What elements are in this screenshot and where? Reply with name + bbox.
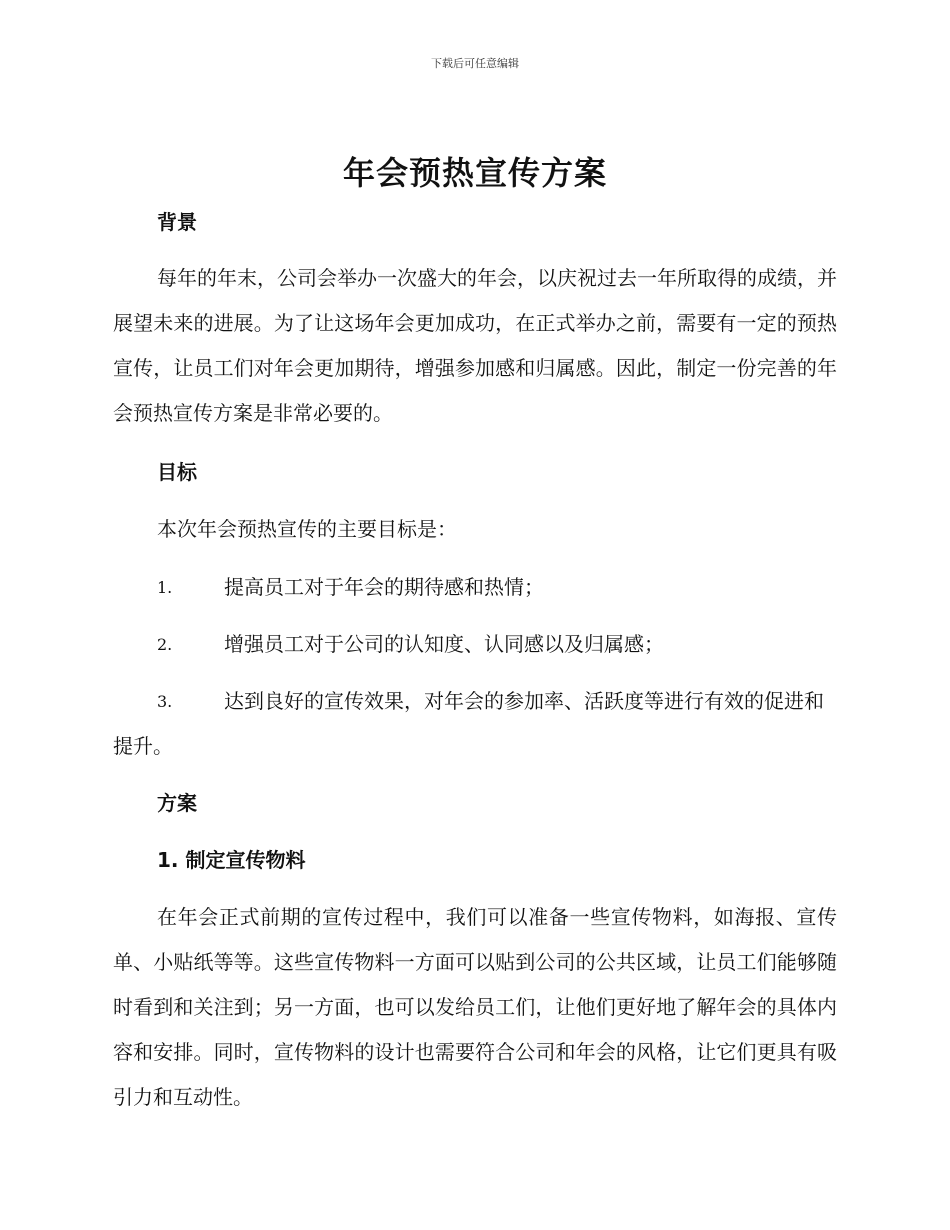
- goal-item: [113, 622, 837, 667]
- plan-paragraph: 在年会正式前期的宣传过程中，我们可以准备一些宣传物料，如海报、宣传单、小贴纸等等。这些宣传物料一方面可以贴到公司的公共区域，让员工们能够随时看到和关注到；另一方面，也可以发给员工们，让他们更好地了解年会的具体内容和安排。同时，宣传物料的设计也需要符合公司和年会的风格，让它们更具有吸引力和互动性。: [113, 905, 837, 1109]
- background-paragraph: 每年的年末，公司会举办一次盛大的年会，以庆祝过去一年所取得的成绩，并展望未来的进展。为了让这场年会更加成功，在正式举办之前，需要有一定的预热宣传，让员工们对年会更加期待，增强参加感和归属感。因此，制定一份完善的年会预热宣传方案是非常必要的。: [113, 266, 837, 425]
- goal-item-text: 增强员工对于公司的认知度、认同感以及归属感；: [224, 632, 664, 656]
- section-heading-goals: 目标: [157, 460, 197, 484]
- goal-item-number: 2.: [157, 635, 173, 654]
- goals-intro: 本次年会预热宣传的主要目标是：: [157, 517, 457, 541]
- header-note: 下载后可任意编辑: [431, 57, 519, 70]
- goal-item-text: 提高员工对于年会的期待感和热情；: [224, 575, 544, 599]
- goal-item-number: 1.: [157, 578, 173, 597]
- plan-subheading: 1. 制定宣传物料: [157, 848, 306, 872]
- goal-item: [113, 565, 837, 610]
- goal-item: [113, 679, 837, 769]
- goal-item-number: 3.: [157, 692, 173, 711]
- section-heading-plan: 方案: [157, 791, 197, 815]
- goal-item-text: 达到良好的宣传效果，对年会的参加率、活跃度等进行有效的促进和提升。: [113, 689, 824, 758]
- document-title: 年会预热宣传方案: [342, 154, 607, 192]
- section-heading-background: 背景: [157, 210, 197, 234]
